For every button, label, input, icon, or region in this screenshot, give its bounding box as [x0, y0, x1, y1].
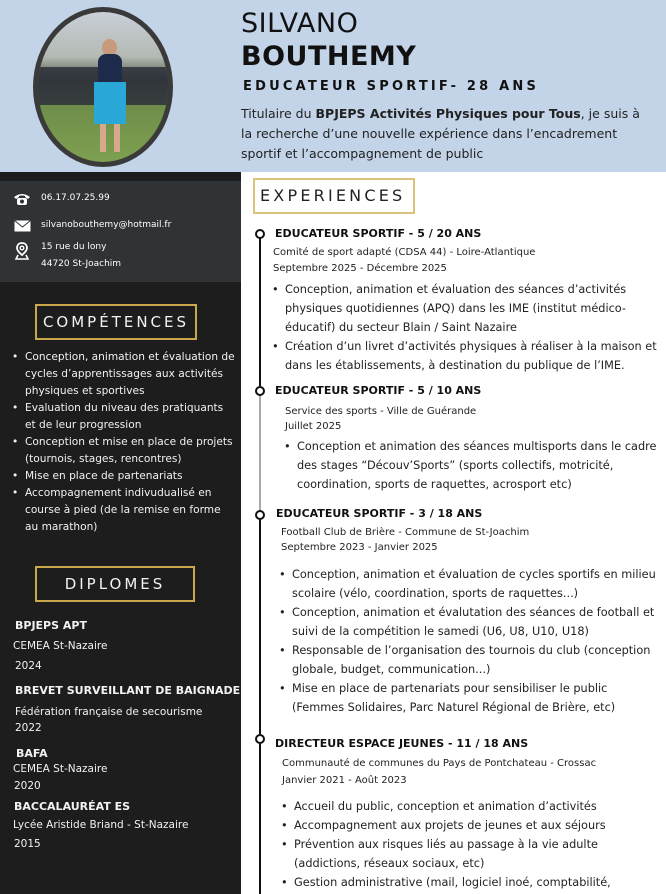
experience-bullet: • Conception, animation et évaluation de cycles sportifs en milieu scolaire (vélo, coordination, sports de raquettes...)	[279, 565, 659, 603]
experience-bullets	[284, 437, 659, 494]
timeline-dot	[255, 386, 265, 396]
diploma-org: Fédération française de secourisme	[15, 706, 203, 718]
timeline-line	[259, 236, 261, 386]
experience-title: DIRECTEUR ESPACE JEUNES - 11 / 18 ANS	[275, 737, 529, 750]
experience-dates: Septembre 2025 - Décembre 2025	[273, 263, 447, 274]
competence-item: • Conception, animation et évaluation de cycles d’apprentissages aux activités physiques et sportives	[10, 349, 235, 400]
diploma-item	[15, 684, 240, 697]
diploma-item	[16, 747, 48, 760]
diploma-title: BACCALAURÉAT ES	[14, 800, 131, 813]
experience-dates: Septembre 2023 - Janvier 2025	[281, 542, 438, 553]
experience-bullet: • Accompagnement aux projets de jeunes et aux séjours	[281, 816, 656, 835]
experience-bullet: • Création d’un livret d’activités physiques à réaliser à la maison et dans les établissements, à destination du publique de l’IME.	[272, 337, 657, 375]
experience-org: Football Club de Brière - Commune de St-Joachim	[281, 527, 530, 538]
experience-bullet: • Conception, animation et évalutation des séances de football et suivi de la compétition le samedi (U6, U8, U10, U18)	[279, 603, 659, 641]
contact-address	[0, 239, 121, 273]
experience-bullet: • Prévention aux risques liés au passage à la vie adulte (addictions, réseaux sociaux, etc)	[281, 835, 656, 873]
diploma-item	[14, 800, 130, 813]
experience-org: Comité de sport adapté (CDSA 44) - Loire-Atlantique	[273, 247, 536, 258]
experience-bullet: • Gestion administrative (mail, logiciel inoé, comptabilité,	[281, 873, 656, 892]
competence-item: • Conception et mise en place de projets (tournois, stages, rencontres)	[10, 434, 235, 468]
experience-title: EDUCATEUR SPORTIF - 5 / 20 ANS	[275, 227, 482, 240]
timeline-dot	[255, 229, 265, 239]
experience-bullets	[279, 565, 659, 717]
diploma-item	[15, 619, 87, 632]
diploma-year: 2020	[14, 780, 41, 792]
contact-phone	[0, 190, 110, 207]
diploma-year: 2015	[14, 838, 41, 850]
experience-bullet: • Conception, animation et évaluation des séances d’activités physiques quotidiennes (APQ) dans les IME (institut médico-éducatif) du secteur Blain / Saint Nazaire	[272, 280, 657, 337]
experience-dates: Juillet 2025	[285, 421, 342, 432]
intro-highlight: BPJEPS Activités Physiques pour Tous	[315, 106, 581, 121]
address: 15 rue du lony 44720 St-Joachim	[41, 242, 122, 269]
experience-org: Service des sports - Ville de Guérande	[285, 406, 477, 417]
header	[0, 0, 666, 172]
experience-dates: Janvier 2021 - Août 2023	[282, 775, 407, 786]
last-name: BOUTHEMY	[241, 41, 417, 72]
experience-bullets	[281, 797, 656, 892]
timeline-dot	[255, 734, 265, 744]
diploma-year: 2024	[15, 660, 42, 672]
competences-heading: COMPÉTENCES	[35, 304, 197, 340]
experience-bullet: • Conception et animation des séances multisports dans le cadre des stages “Découv’Sports” (sports collectifs, motricité, coordination, sports de raquettes, acrosport etc)	[284, 437, 659, 494]
experience-bullets	[272, 280, 657, 375]
diploma-title: BREVET SURVEILLANT DE BAIGNADE	[15, 684, 241, 697]
competence-item: • Accompagnement indivudualisé en course à pied (de la remise en forme au marathon)	[10, 485, 235, 536]
sidebar	[0, 172, 241, 894]
experience-bullet: • Responsable de l’organisation des tournois du club (conception globale, budget, communication...)	[279, 641, 659, 679]
experience-title: EDUCATEUR SPORTIF - 3 / 18 ANS	[276, 507, 483, 520]
diploma-org: CEMEA St-Nazaire	[13, 640, 108, 652]
job-title: EDUCATEUR SPORTIF- 28 ANS	[243, 79, 540, 94]
diplomes-heading: DIPLOMES	[35, 566, 195, 602]
contact-panel	[0, 181, 241, 282]
first-name: SILVANO	[241, 8, 359, 39]
phone-number[interactable]: 06.17.07.25.99	[41, 193, 110, 203]
diploma-year: 2022	[15, 722, 42, 734]
timeline-dot	[255, 510, 265, 520]
mail-icon	[13, 218, 31, 234]
competences-list	[10, 349, 235, 536]
competence-item: • Mise en place de partenariats	[10, 468, 235, 485]
experience-title: EDUCATEUR SPORTIF - 5 / 10 ANS	[275, 384, 482, 397]
timeline-line	[259, 740, 261, 894]
diploma-title: BAFA	[16, 747, 48, 760]
diploma-org: CEMEA St-Nazaire	[13, 763, 108, 775]
contact-email	[0, 217, 171, 234]
diploma-title: BPJEPS APT	[15, 619, 87, 632]
intro-text: Titulaire du BPJEPS Activités Physiques pour Tous, je suis à la recherche d’une nouvelle expérience dans l’encadrement sportif et l’accompagnement de public	[241, 106, 640, 161]
email-address[interactable]: silvanobouthemy@hotmail.fr	[41, 220, 172, 230]
diploma-org: Lycée Aristide Briand - St-Nazaire	[13, 819, 189, 831]
experience-bullet: • Accueil du public, conception et animation d’activités	[281, 797, 656, 816]
timeline-line	[259, 392, 261, 510]
profile-photo	[33, 7, 173, 167]
location-icon	[13, 243, 31, 259]
competence-item: • Evaluation du niveau des pratiquants et de leur progression	[10, 400, 235, 434]
timeline-line	[259, 516, 261, 734]
experience-bullet: • Mise en place de partenariats pour sensibiliser le public (Femmes Solidaires, Parc Naturel Régional de Brière, etc)	[279, 679, 659, 717]
experience-org: Communauté de communes du Pays de Pontchateau - Crossac	[282, 758, 597, 769]
experiences-heading: EXPERIENCES	[253, 178, 415, 214]
phone-icon	[13, 191, 31, 207]
